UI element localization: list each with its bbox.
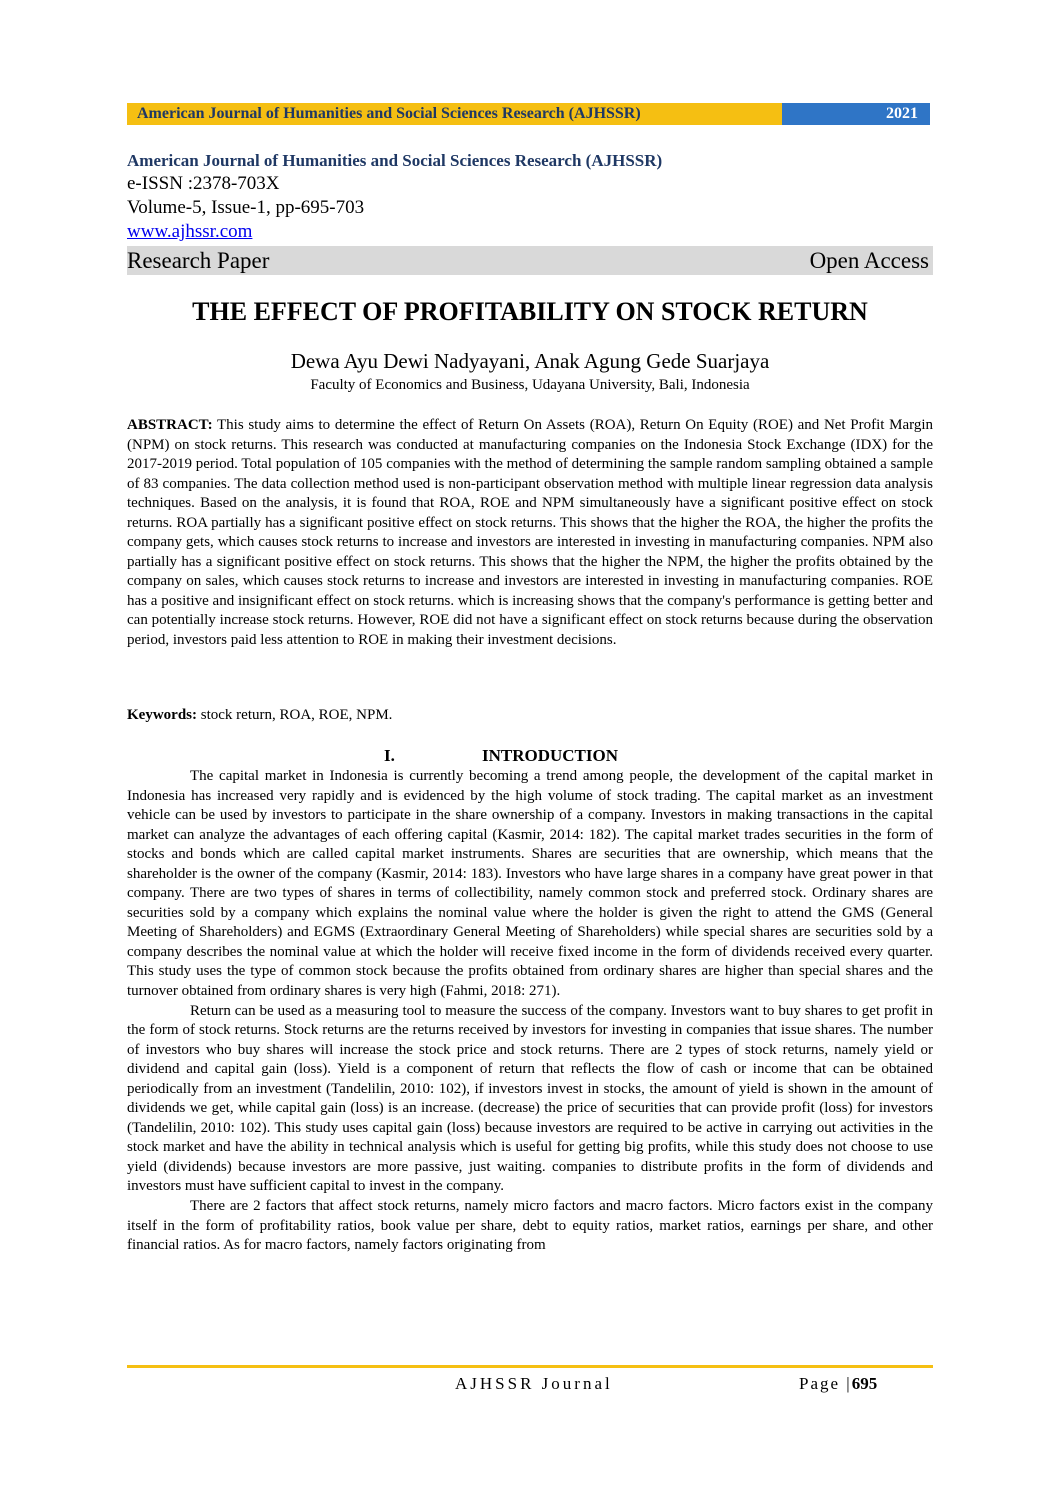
page-number: 695 <box>851 1374 878 1393</box>
footer-page-label: Page <box>799 1374 841 1393</box>
journal-name: American Journal of Humanities and Social Sciences Research (AJHSSR) <box>127 151 663 170</box>
footer-journal-name: AJHSSR Journal <box>455 1374 613 1393</box>
access-type: Open Access <box>809 247 929 273</box>
issn: e-ISSN :2378-703X <box>127 173 280 194</box>
paper-type-bar <box>127 246 933 275</box>
introduction-body <box>127 767 933 1256</box>
journal-meta <box>127 150 933 275</box>
paper-title: THE EFFECT OF PROFITABILITY ON STOCK RETURN <box>192 297 868 326</box>
paper-type: Research Paper <box>127 247 270 273</box>
section-heading <box>127 746 933 768</box>
footer-page-number <box>799 1372 877 1396</box>
paper-authors: Dewa Ayu Dewi Nadyayani, Anak Agung Gede Suarjaya <box>290 349 770 373</box>
body-paragraph: There are 2 factors that affect stock returns, namely micro factors and macro factors. Micro factors exist in the company itself in the form of profitability ratios, book value per share, debt to equity ratios, market ratios, earnings per share, and other financial ratios. As for macro factors, namely factors originating from <box>127 1198 933 1254</box>
abstract-label: ABSTRACT: <box>127 417 213 433</box>
abstract-text: This study aims to determine the effect of Return On Assets (ROA), Return On Equity (ROE) and Net Profit Margin (NPM) on stock returns. This research was conducted at manufacturing companies on the Indonesia Stock Exchange (IDX) for the 2017-2019 period. Total population of 105 companies with the method of determining the sample random sampling obtained a sample of 83 companies. The data collection method used is non-participant observation method with multiple linear regression data analysis techniques. Based on the analysis, it is found that ROA, ROE and NPM simultaneously have a significant positive effect on stock returns. ROA partially has a significant positive effect on stock returns. This shows that the higher the ROA, the higher the profits the company gets, which causes stock returns to increase and investors are interested in investing in manufacturing companies. NPM also partially has a significant positive effect on stock returns. This shows that the higher the NPM, the higher the profits obtained by the company on sales, which causes stock returns to increase and investors are interested in investing in manufacturing companies. ROE has a positive and insignificant effect on stock returns. which is increasing shows that the company's performance is getting better and can potentially increase stock returns. However, ROE did not have a significant effect on stock returns because during the observation period, investors paid less attention to ROE in making their investment decisions. <box>127 417 933 649</box>
keywords-text: stock return, ROA, ROE, NPM. <box>200 707 393 723</box>
body-paragraph: The capital market in Indonesia is currently becoming a trend among people, the development of the capital market in Indonesia has increased very rapidly and is evidenced by the high volume of stock trading. The capital market as an investment vehicle can be used by investors to participate in the share ownership of a company. Investors in making transactions in the capital market can analyze the advantages of each offering capital (Kasmir, 2014: 182). The capital market trades securities in the form of stocks and bonds which are called capital market instruments. Shares are securities that are ownership, which means that the shareholder is the owner of the company (Kasmir, 2014: 183). Investors who have large shares in a company have great power in that company. There are two types of shares in terms of collectibility, namely common stock and preferred stock. Ordinary shares are securities sold by a company which explains the nominal value where the holder is given the right to attend the GMS (General Meeting of Shareholders) and EGMS (Extraordinary General Meeting of Shareholders) while special shares are securities sold by a company describes the nominal value at which the holder will receive fixed income in the form of dividends received every quarter. This study uses the type of common stock because the profits obtained from ordinary shares are higher than special shares and the turnover obtained from ordinary shares is very high (Fahmi, 2018: 271). <box>127 768 933 1000</box>
body-paragraph: Return can be used as a measuring tool to measure the success of the company. Investors want to buy shares to get profit in the form of stock returns. Stock returns are the returns received by investors for investing in companies that issue shares. The number of investors who buy shares will increase the stock price and stock returns. There are 2 types of stock returns, namely yield or dividend and capital gain (loss). Yield is a component of return that reflects the flow of cash or income that can be obtained periodically from an investment (Tandelilin, 2010: 102), if investors invest in stocks, the amount of yield is shown in the amount of dividends we get, while capital gain (loss) is an increase. (decrease) the price of securities that can provide profit (loss) for investors (Tandelilin, 2010: 102). This study uses capital gain (loss) because investors are required to be active in carrying out activities in the stock market and have the ability in technical analysis which is useful for getting big profits, while this study does not choose to use yield (dividends) because investors are more passive, just waiting. companies to distribute profits in the form of dividends and investors must have sufficient capital to invest in the company. <box>127 1002 933 1195</box>
header-year: 2021 <box>782 103 930 125</box>
keywords <box>127 706 933 726</box>
footer-divider <box>127 1365 933 1368</box>
website-link[interactable]: www.ajhssr.com <box>127 221 253 242</box>
keywords-label: Keywords: <box>127 707 197 723</box>
author-affiliation: Faculty of Economics and Business, Udayana University, Bali, Indonesia <box>310 377 750 393</box>
volume-info: Volume-5, Issue-1, pp-695-703 <box>127 197 365 218</box>
section-title: INTRODUCTION <box>482 746 619 765</box>
section-number: I. <box>384 746 395 765</box>
header-journal-name: American Journal of Humanities and Social Sciences Research (AJHSSR) <box>127 103 782 125</box>
abstract <box>127 416 933 651</box>
journal-header-banner <box>127 103 930 125</box>
footer-separator: | <box>846 1374 852 1393</box>
